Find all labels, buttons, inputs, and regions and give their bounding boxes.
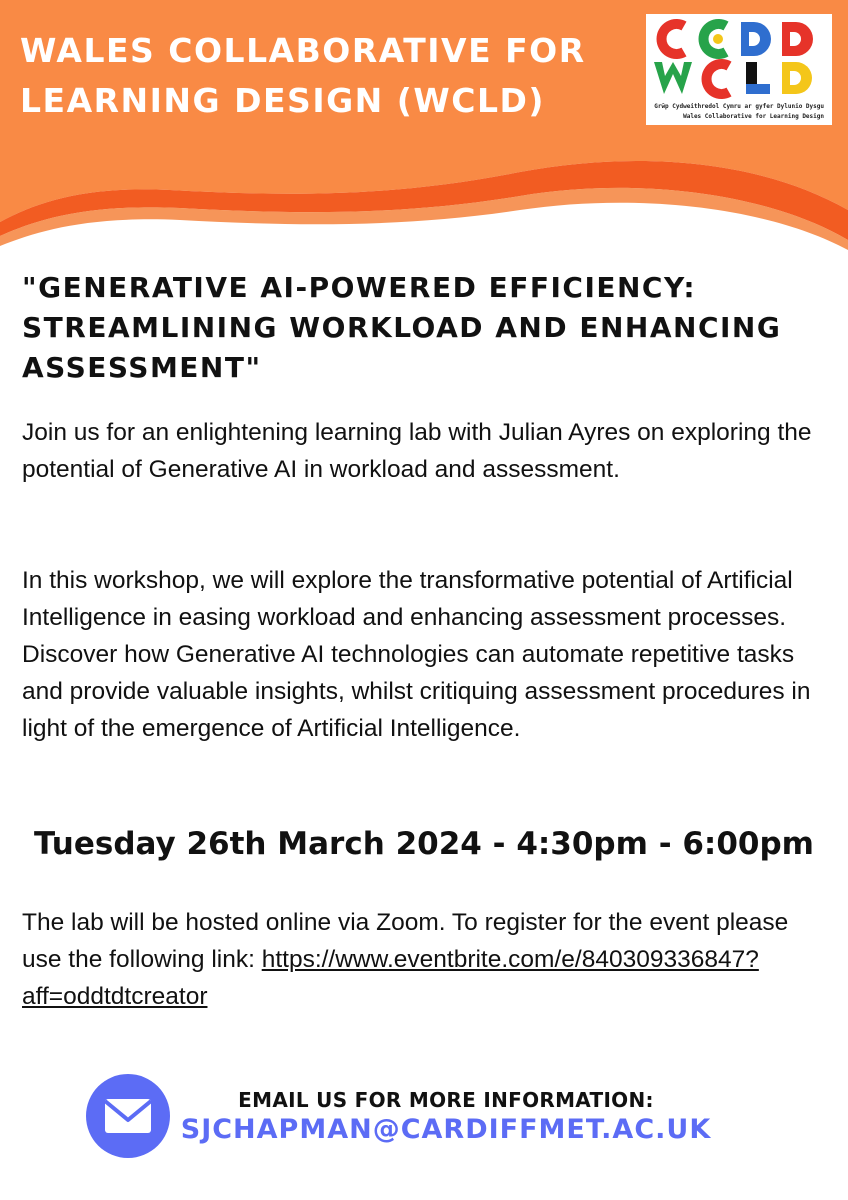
- logo-letters-graphic: [646, 14, 832, 102]
- registration-link[interactable]: https://www.eventbrite.com/e/840309336847?aff=oddtdtcreator: [22, 946, 759, 1010]
- contact-email[interactable]: SJCHAPMAN@CARDIFFMET.AC.UK: [180, 1114, 712, 1145]
- event-intro: Join us for an enlightening learning lab with Julian Ayres on exploring the potential of Generative AI in workload and assessment.: [22, 419, 812, 483]
- logo-subtitle-english: Wales Collaborative for Learning Design: [683, 113, 824, 120]
- event-datetime: Tuesday 26th March 2024 - 4:30pm - 6:00pm: [34, 826, 814, 862]
- registration-info: [22, 904, 822, 1015]
- logo-subtitle-welsh: Grŵp Cydweithredol Cymru ar gyfer Dylunio Dysgu: [654, 103, 824, 110]
- wcld-logo: [646, 14, 832, 125]
- event-description: In this workshop, we will explore the transformative potential of Artificial Intelligence in easing workload and enhancing assessment processes. Discover how Generative AI technologies can automate repetitive tasks and provide valuable insights, whilst critiquing assessment procedures in light of the emergence of Artificial Intelligence.: [22, 567, 811, 742]
- mail-icon: [86, 1074, 170, 1158]
- contact-heading: EMAIL US FOR MORE INFORMATION:: [238, 1088, 654, 1112]
- header-title: WALES COLLABORATIVE FOR LEARNING DESIGN (WCLD): [20, 31, 586, 120]
- registration-text: The lab will be hosted online via Zoom. To register for the event please use the following link:: [22, 909, 789, 973]
- event-title: "GENERATIVE AI-POWERED EFFICIENCY: STREAMLINING WORKLOAD AND ENHANCING ASSESSMENT": [22, 271, 782, 384]
